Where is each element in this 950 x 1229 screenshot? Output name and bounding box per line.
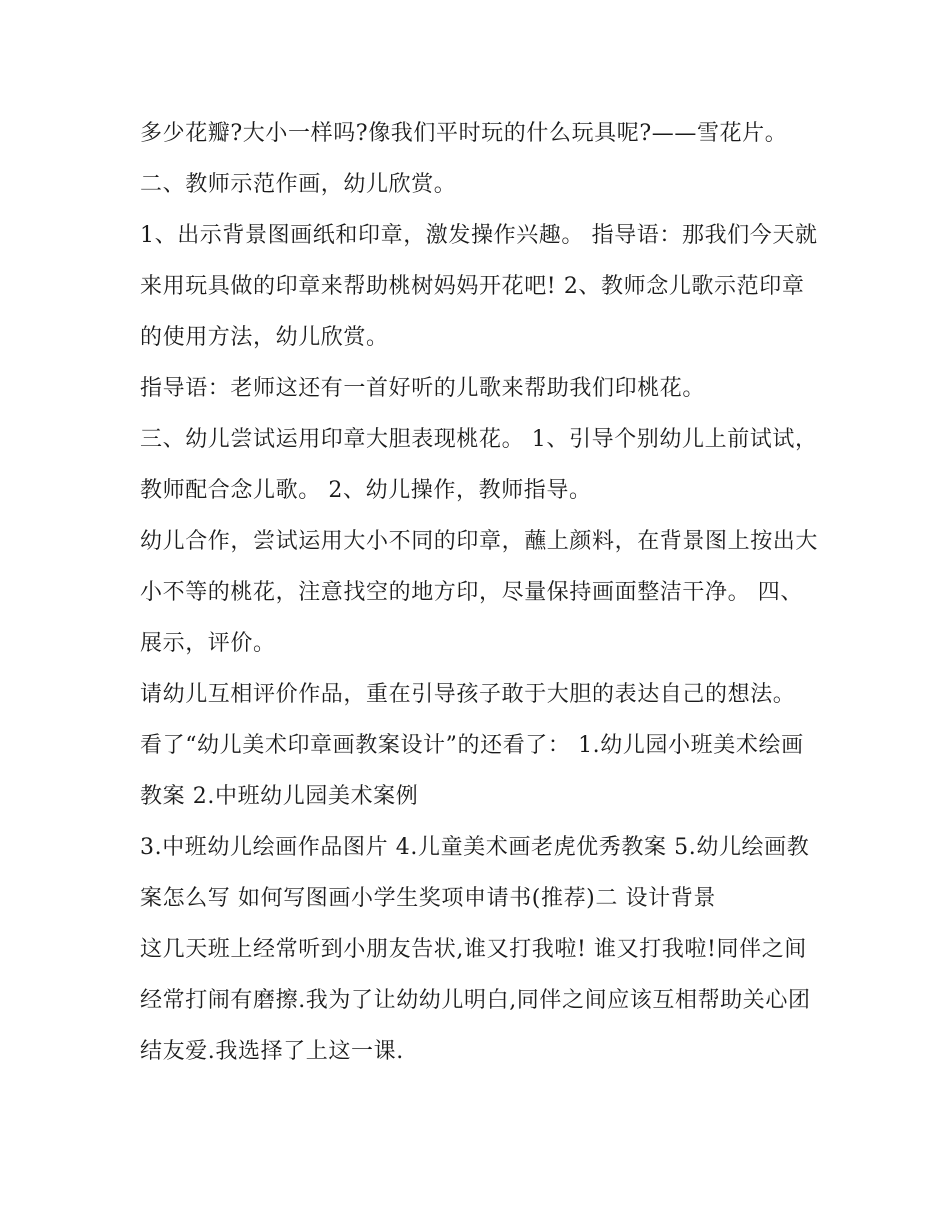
document-body: [140, 108, 820, 1077]
paragraph-1: 多少花瓣?大小一样吗?像我们平时玩的什么玩具呢?——雪花片。 二、教师示范作画，幼儿欣赏。: [140, 121, 788, 197]
paragraph-8: 这几天班上经常听到小朋友告状,谁又打我啦! 谁又打我啦!同伴之间经常打闹有磨擦.我为了让幼幼儿明白,同伴之间应该互相帮助关心团结友爱.我选择了上这一课.: [140, 937, 811, 1064]
paragraph-3: 指导语：老师这还有一首好听的儿歌来帮助我们印桃花。: [140, 376, 706, 401]
paragraph-4: 三、幼儿尝试运用印章大胆表现桃花。 1、引导个别幼儿上前试试，教师配合念儿歌。 2、幼儿操作，教师指导。: [140, 427, 818, 503]
paragraph-6: 请幼儿互相评价作品，重在引导孩子敢于大胆的表达自己的想法。 看了“幼儿美术印章画教案设计”的还看了： 1.幼儿园小班美术绘画教案 2.中班幼儿园美术案例: [140, 682, 804, 809]
paragraph-2: 1、出示背景图画纸和印章，激发操作兴趣。 指导语：那我们今天就来用玩具做的印章来帮助桃树妈妈开花吧! 2、教师念儿歌示范印章的使用方法，幼儿欣赏。: [140, 223, 818, 350]
paragraph-7: 3.中班幼儿绘画作品图片 4.儿童美术画老虎优秀教案 5.幼儿绘画教案怎么写 如何写图画小学生奖项申请书(推荐)二 设计背景: [140, 835, 810, 911]
paragraph-5: 幼儿合作，尝试运用大小不同的印章，蘸上颜料，在背景图上按出大小不等的桃花，注意找空的地方印，尽量保持画面整洁干净。 四、展示，评价。: [140, 529, 819, 656]
